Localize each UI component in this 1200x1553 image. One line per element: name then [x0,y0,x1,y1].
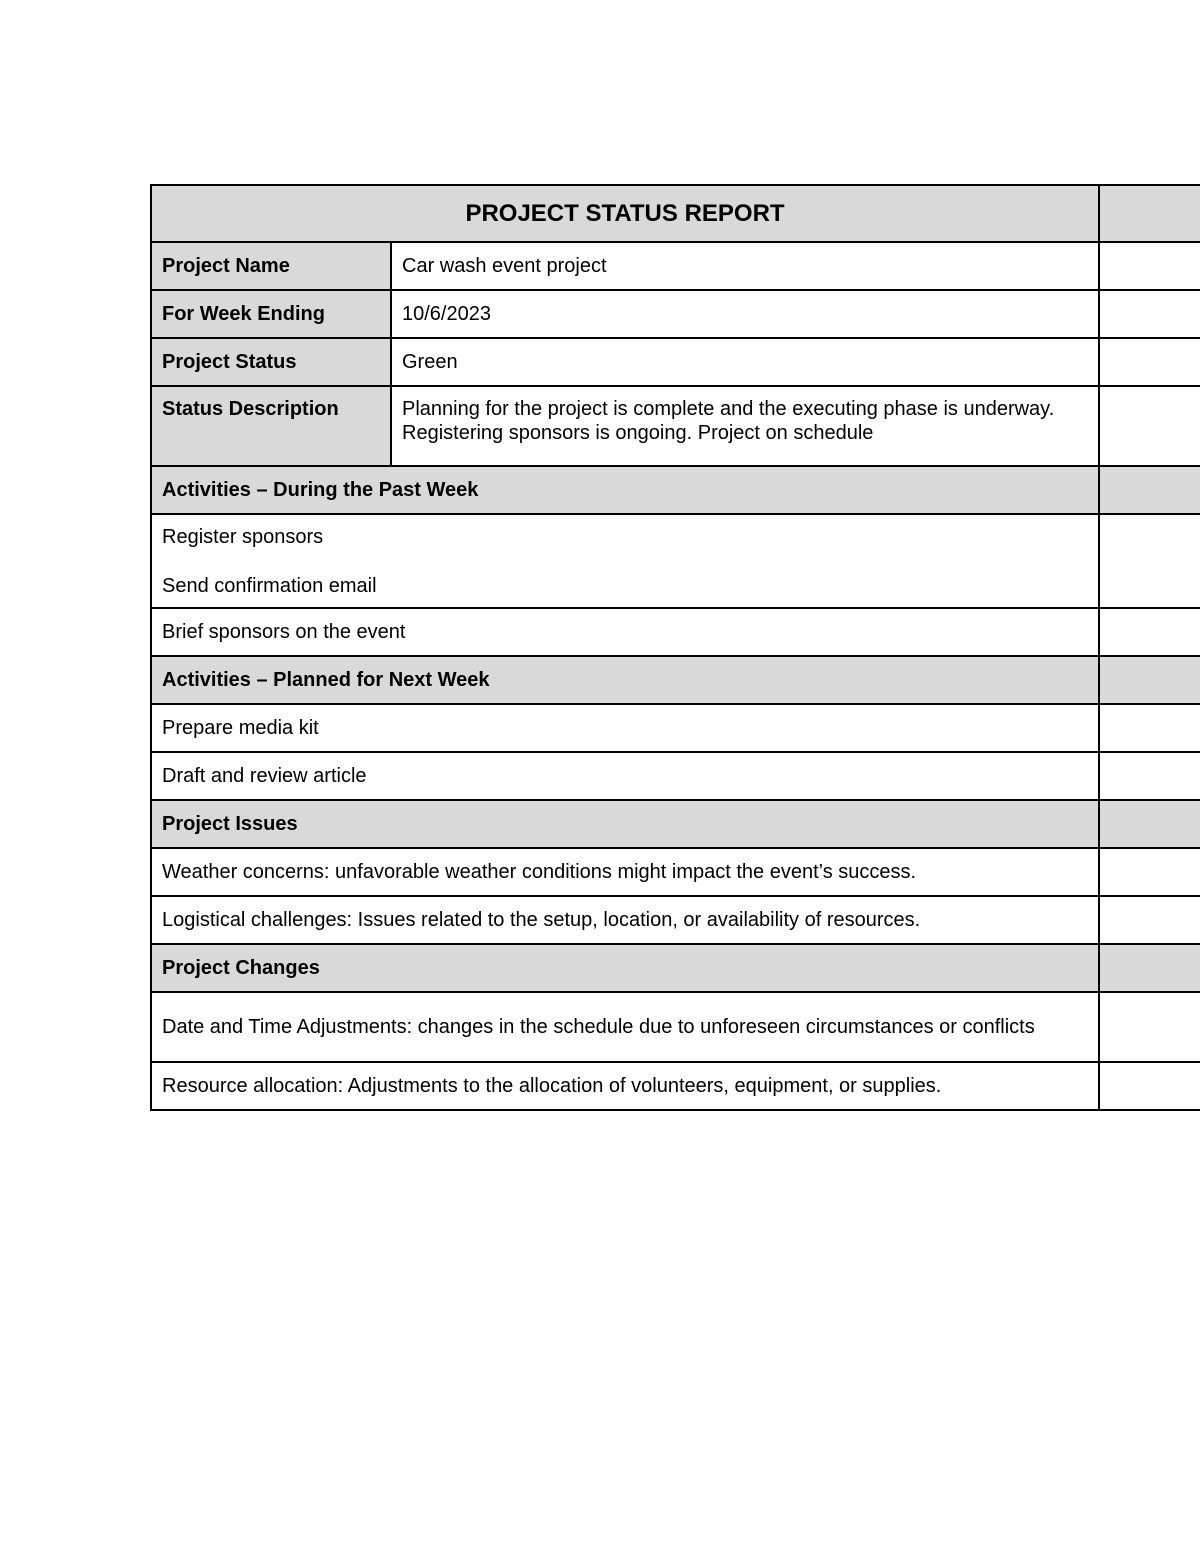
status-report-table [150,184,1200,1111]
side-cell [1099,848,1200,896]
project-name-row [151,242,1200,290]
side-cell [1099,514,1200,608]
title-row [151,185,1200,242]
list-item: Draft and review article [151,752,1099,800]
list-item: Brief sponsors on the event [151,608,1099,656]
week-ending-label: For Week Ending [151,290,391,338]
project-status-label: Project Status [151,338,391,386]
next-week-header-row [151,656,1200,704]
past-week-heading: Activities – During the Past Week [151,466,1099,514]
side-cell [1099,752,1200,800]
project-name-value: Car wash event project [391,242,1099,290]
changes-row [151,1062,1200,1110]
past-week-cell [151,514,1099,608]
issues-row [151,896,1200,944]
changes-header-row [151,944,1200,992]
status-description-label: Status Description [151,386,391,466]
side-cell [1099,185,1200,242]
changes-row [151,992,1200,1062]
issues-heading: Project Issues [151,800,1099,848]
project-status-row [151,338,1200,386]
side-cell [1099,896,1200,944]
status-description-value: Planning for the project is complete and the executing phase is underway. Registering sponsors is ongoing. Project on schedule [391,386,1099,466]
side-cell [1099,290,1200,338]
issues-header-row [151,800,1200,848]
past-week-row [151,514,1200,608]
week-ending-row [151,290,1200,338]
past-week-header-row [151,466,1200,514]
side-cell [1099,242,1200,290]
list-item: Date and Time Adjustments: changes in the schedule due to unforeseen circumstances or conflicts [151,992,1099,1062]
project-status-value: Green [391,338,1099,386]
project-name-label: Project Name [151,242,391,290]
side-cell [1099,466,1200,514]
next-week-row [151,704,1200,752]
side-cell [1099,992,1200,1062]
list-item: Logistical challenges: Issues related to the setup, location, or availability of resources. [151,896,1099,944]
side-cell [1099,800,1200,848]
side-cell [1099,1062,1200,1110]
changes-heading: Project Changes [151,944,1099,992]
list-item: Prepare media kit [151,704,1099,752]
past-week-row [151,608,1200,656]
next-week-row [151,752,1200,800]
issues-row [151,848,1200,896]
side-cell [1099,608,1200,656]
list-item: Register sponsors [162,525,324,548]
report-title: PROJECT STATUS REPORT [151,185,1099,242]
week-ending-value: 10/6/2023 [391,290,1099,338]
side-cell [1099,656,1200,704]
list-item: Send confirmation email [162,574,377,597]
status-description-row [151,386,1200,466]
list-item: Weather concerns: unfavorable weather conditions might impact the event’s success. [151,848,1099,896]
side-cell [1099,704,1200,752]
side-cell [1099,386,1200,466]
list-item: Resource allocation: Adjustments to the allocation of volunteers, equipment, or supplies. [151,1062,1099,1110]
side-cell [1099,944,1200,992]
project-status-report [150,184,1200,1111]
next-week-heading: Activities – Planned for Next Week [151,656,1099,704]
side-cell [1099,338,1200,386]
